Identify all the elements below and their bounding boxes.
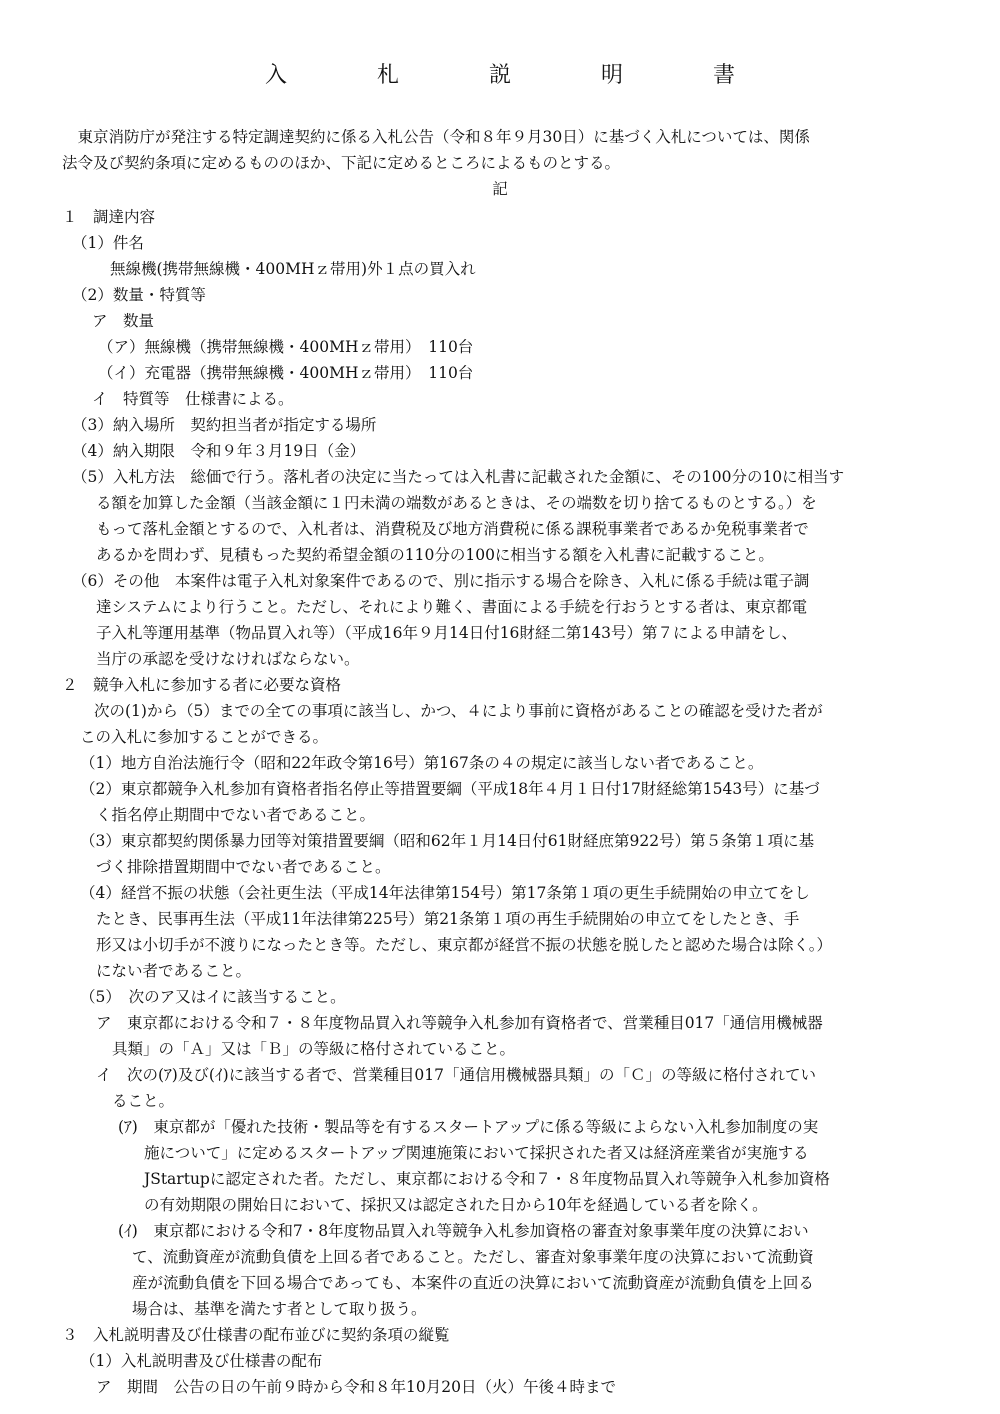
sub-sub-item-cont: 施について」に定めるスタートアップ関連施策において採択された者又は経済産業省が実施する [144,1144,809,1162]
item-heading: （1）入札説明書及び仕様書の配布 [80,1352,323,1370]
intro-line-1: 東京消防庁が発注する特定調達契約に係る入札公告（令和８年９月30日）に基づく入札については、関係 [62,128,810,146]
item-text: （5） 次のア又はイに該当すること。 [80,988,346,1006]
sub-sub-item-cont: 場合は、基準を満たす者として取り扱う。 [132,1300,427,1318]
section-heading: １ 調達内容 [62,208,156,226]
item-text: （3）納入場所 契約担当者が指定する場所 [72,416,377,434]
item-text-cont: にない者であること。 [96,962,252,980]
section-heading: ３ 入札説明書及び仕様書の配布並びに契約条項の縦覧 [62,1326,450,1344]
sub-item: ア 東京都における令和７・８年度物品買入れ等競争入札参加有資格者で、営業種目017「通信用機械器 [96,1014,823,1032]
sub-item: イ 特質等 仕様書による。 [92,390,294,408]
item-text-cont: あるかを問わず、見積もった契約希望金額の110分の100に相当する額を入札書に記載すること。 [96,546,774,564]
paragraph-text: この入札に参加することができる。 [80,728,329,746]
item-text-cont: 達システムにより行うこと。ただし、それにより難く、書面による手続を行おうとする者は、東京都電 [96,598,808,616]
paragraph-text: 次の(1)から（5）までの全ての事項に該当し、かつ、４により事前に資格があることの確認を受けた者が [94,702,823,720]
item-text-cont: 子入札等運用基準（物品買入れ等）（平成16年９月14日付16財経二第143号）第７による申請をし、 [96,624,798,642]
document-title: 入 札 説 明 書 [264,63,769,88]
sub-sub-item-cont: JStartupに認定された者。ただし、東京都における令和７・８年度物品買入れ等競争入札参加資格 [144,1170,830,1188]
sub-item: ア 期間 公告の日の午前９時から令和８年10月20日（火）午後４時まで [96,1378,616,1396]
sub-item-cont: ること。 [112,1092,175,1110]
quantity-line: （ア）無線機（携帯無線機・400MHｚ帯用） 110台 [98,338,474,356]
intro-line-2: 法令及び契約条項に定めるもののほか、下記に定めるところによるものとする。 [62,154,621,172]
sub-sub-item-cont: の有効期限の開始日において、採択又は認定された日から10年を経過している者を除く。 [144,1196,768,1214]
item-text-cont: る額を加算した金額（当該金額に１円未満の端数があるときは、その端数を切り捨てるものとする。）を [96,494,817,512]
item-text: 無線機(携帯無線機・400MHｚ帯用)外１点の買入れ [110,260,476,278]
item-text: （3）東京都契約関係暴力団等対策措置要綱（昭和62年１月14日付61財経庶第922号）第５条第１項に基 [80,832,815,850]
item-text-cont: づく排除措置期間中でない者であること。 [96,858,391,876]
quantity-line: （イ）充電器（携帯無線機・400MHｚ帯用） 110台 [98,364,474,382]
item-text: （4）経営不振の状態（会社更生法（平成14年法律第154号）第17条第１項の更生手続開始の申立てをし [80,884,810,902]
sub-sub-item: (ｲ) 東京都における令和7・8年度物品買入れ等競争入札参加資格の審査対象事業年度の決算におい [118,1222,809,1240]
item-heading: （2）数量・特質等 [72,286,206,304]
item-text: （5）入札方法 総価で行う。落札者の決定に当たっては入札書に記載された金額に、その100分の10に相当す [72,468,845,486]
item-text-cont: たとき、民事再生法（平成11年法律第225号）第21条第１項の再生手続開始の申立てをしたとき、手 [96,910,800,928]
item-text: （4）納入期限 令和９年３月19日（金） [72,442,366,460]
sub-item: イ 次の(ｱ)及び(ｲ)に該当する者で、営業種目017「通信用機械器具類」の「Ｃ」の等級に格付されてい [96,1066,816,1084]
sub-sub-item-cont: て、流動資産が流動負債を上回る者であること。ただし、審査対象事業年度の決算において流動資 [132,1248,814,1266]
item-heading: （1）件名 [72,234,144,252]
sub-sub-item: (ｱ) 東京都が「優れた技術・製品等を有するスタートアップに係る等級によらない入札参加制度の実 [118,1118,819,1136]
sub-sub-item-cont: 産が流動負債を下回る場合であっても、本案件の直近の決算において流動資産が流動負債を上回る [132,1274,814,1292]
section-heading: ２ 競争入札に参加する者に必要な資格 [62,676,342,694]
item-text-cont: 形又は小切手が不渡りになったとき等。ただし、東京都が経営不振の状態を脱したと認めた場合は除く。） [96,936,832,954]
ki-marker: 記 [492,180,508,198]
item-text-cont: 当庁の承認を受けなければならない。 [96,650,360,668]
item-text: （2）東京都競争入札参加有資格者指名停止等措置要綱（平成18年４月１日付17財経総第1543号）に基づ [80,780,820,798]
sub-item-cont: 具類」の「Ａ」又は「Ｂ」の等級に格付されていること。 [112,1040,516,1058]
item-text: （6）その他 本案件は電子入札対象案件であるので、別に指示する場合を除き、入札に係る手続は電子調 [72,572,810,590]
item-text-cont: もって落札金額とするので、入札者は、消費税及び地方消費税に係る課税事業者であるか免税事業者で [96,520,809,538]
item-text-cont: く指名停止期間中でない者であること。 [96,806,376,824]
item-text: （1）地方自治法施行令（昭和22年政令第16号）第167条の４の規定に該当しない者であること。 [80,754,764,772]
sub-item: ア 数量 [92,312,155,330]
